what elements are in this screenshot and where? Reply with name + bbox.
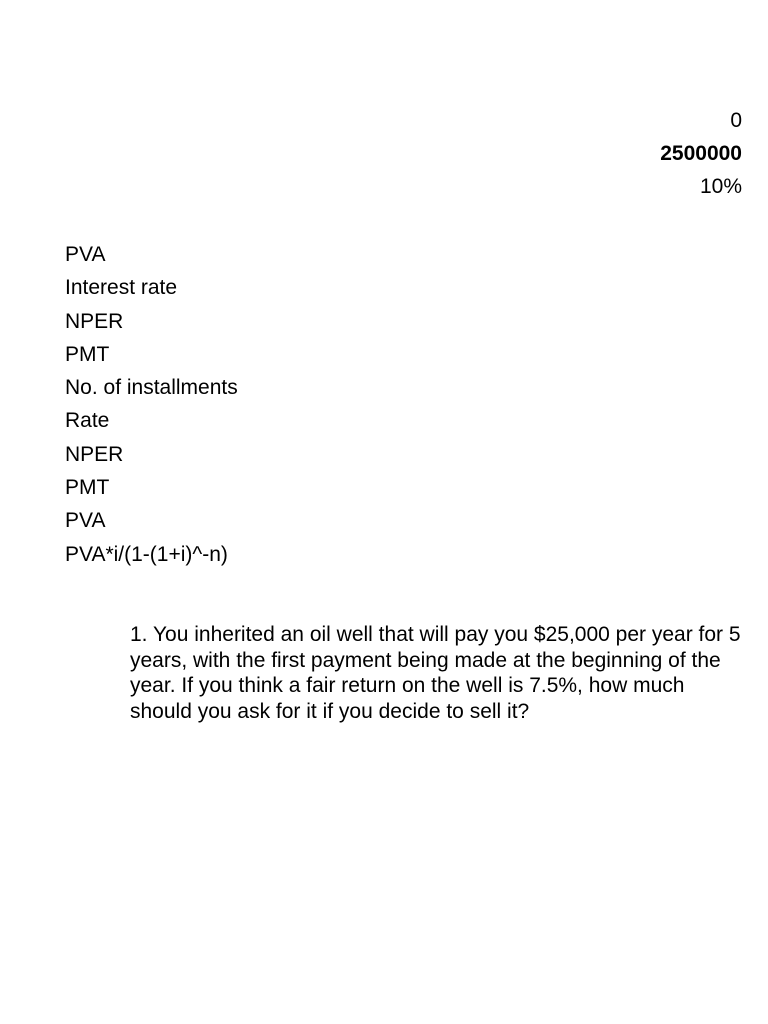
- label-nper: NPER: [65, 309, 124, 333]
- label-formula: PVA*i/(1-(1+i)^-n): [65, 542, 228, 566]
- label-pva: PVA: [65, 243, 106, 266]
- value-amount: 2500000: [660, 142, 742, 165]
- value-rate: 10%: [699, 175, 742, 198]
- label-nper-2: NPER: [65, 442, 124, 466]
- label-list: [65, 238, 238, 571]
- label-pmt-2: PMT: [65, 476, 110, 500]
- label-rate: Rate: [65, 409, 110, 433]
- values-column: [660, 104, 742, 203]
- label-interest-rate: Interest rate: [65, 276, 178, 300]
- label-pmt: PMT: [65, 342, 110, 366]
- question-text: 1. You inherited an oil well that will pay you $25,000 per year for 5 years, with the first payment being made at the beginning of the year. If you think a fair return on the well is 7.5%, how much should you ask for it if you decide to sell it?: [130, 623, 741, 723]
- label-pva-2: PVA: [65, 509, 106, 533]
- label-installments: No. of installments: [65, 376, 238, 400]
- value-zero: 0: [730, 109, 742, 132]
